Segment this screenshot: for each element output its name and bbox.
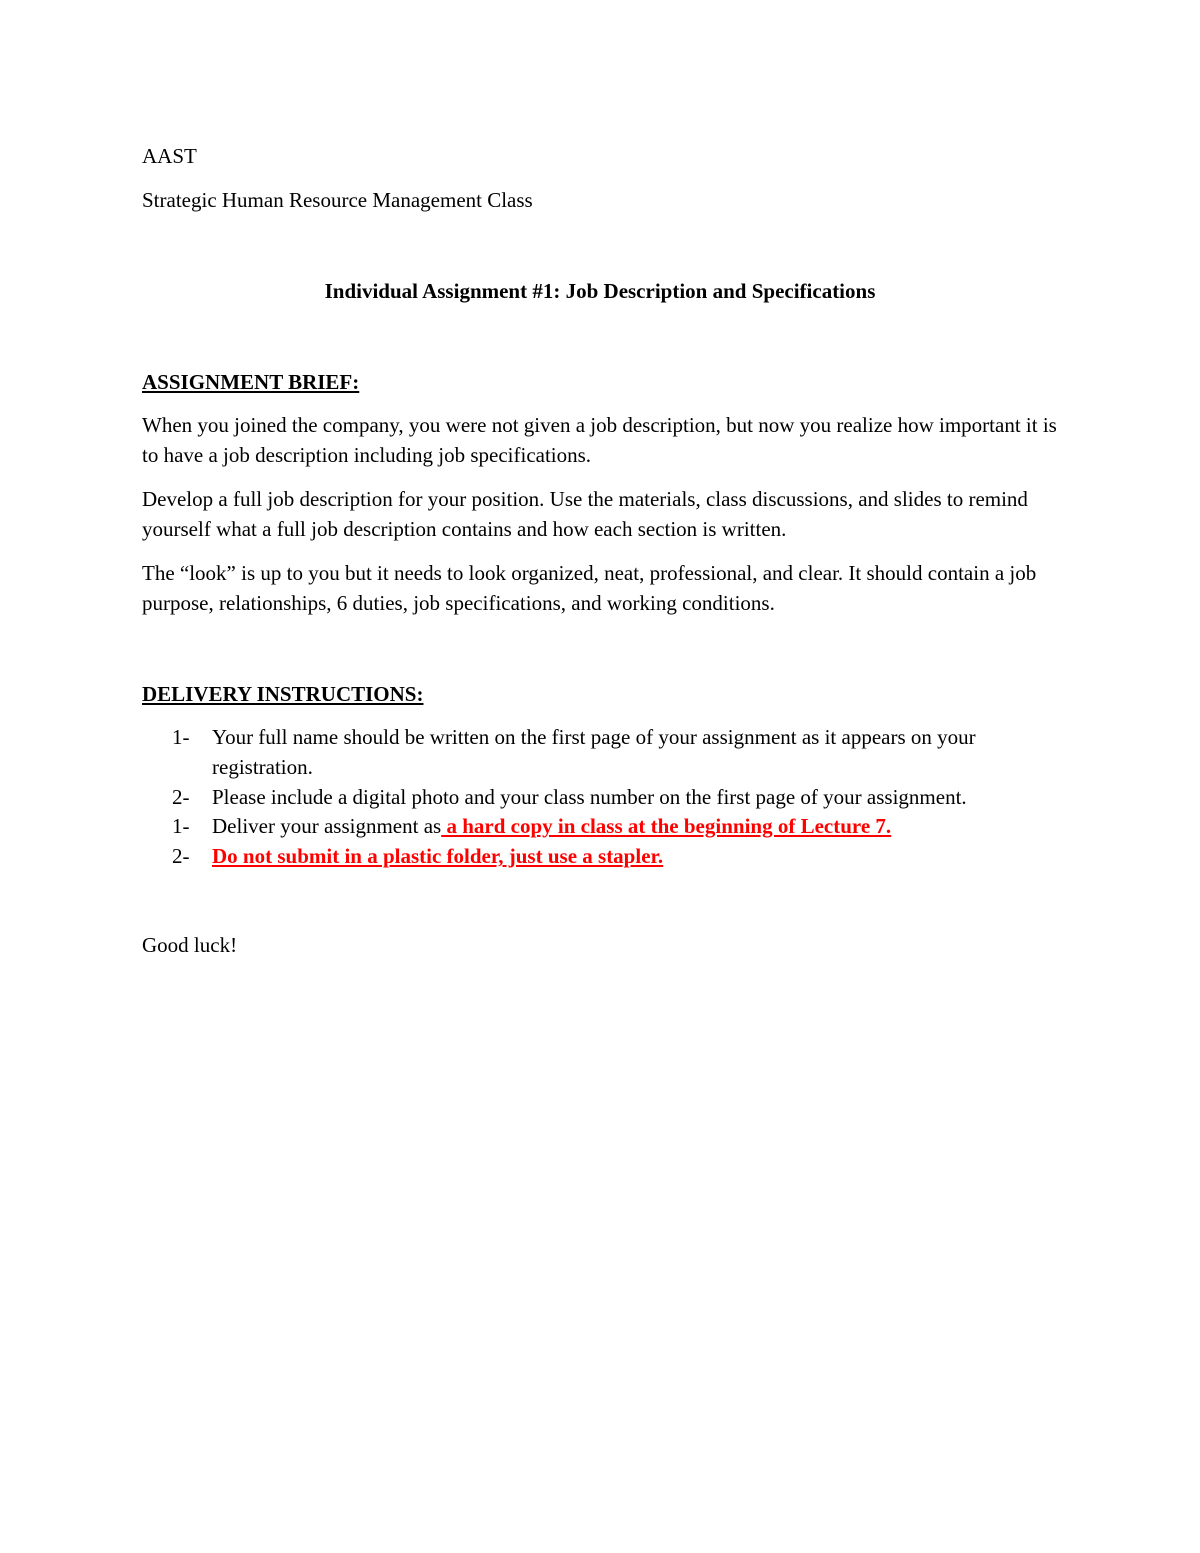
delivery-item-text: Please include a digital photo and your class number on the first page of your assignment. bbox=[212, 785, 967, 809]
brief-heading: ASSIGNMENT BRIEF: bbox=[142, 370, 360, 394]
delivery-item-number: 1- bbox=[172, 814, 190, 838]
brief-paragraph-3: The “look” is up to you but it needs to look organized, neat, professional, and clear. It should contain a job purpose, relationships, 6 duties, job specifications, and working conditions. bbox=[142, 561, 1037, 615]
delivery-item-emphasis: a hard copy in class at the beginning of Lecture 7. bbox=[441, 814, 892, 838]
delivery-item-content bbox=[212, 811, 1072, 841]
delivery-item-2 bbox=[172, 782, 1072, 812]
delivery-item-1 bbox=[172, 722, 1072, 782]
delivery-item-4 bbox=[172, 841, 1072, 871]
delivery-item-number: 2- bbox=[172, 785, 190, 809]
delivery-item-text: Deliver your assignment as bbox=[212, 814, 442, 838]
delivery-item-number: 2- bbox=[172, 844, 190, 868]
delivery-item-3 bbox=[172, 811, 1072, 841]
org-name: AAST bbox=[142, 144, 197, 168]
delivery-item-emphasis: Do not submit in a plastic folder, just use a stapler. bbox=[212, 844, 664, 868]
course-name: Strategic Human Resource Management Class bbox=[142, 188, 533, 212]
delivery-item-text: Your full name should be written on the first page of your assignment as it appears on your registration. bbox=[212, 725, 976, 779]
document-title: Individual Assignment #1: Job Description and Specifications bbox=[324, 279, 876, 303]
delivery-item-number: 1- bbox=[172, 725, 190, 749]
brief-paragraph-1: When you joined the company, you were not given a job description, but now you realize how important it is to have a job description including job specifications. bbox=[142, 413, 1057, 467]
brief-paragraph-2: Develop a full job description for your position. Use the materials, class discussions, and slides to remind yourself what a full job description contains and how each section is written. bbox=[142, 487, 1028, 541]
delivery-heading: DELIVERY INSTRUCTIONS: bbox=[142, 682, 424, 706]
closing-text: Good luck! bbox=[142, 933, 238, 957]
